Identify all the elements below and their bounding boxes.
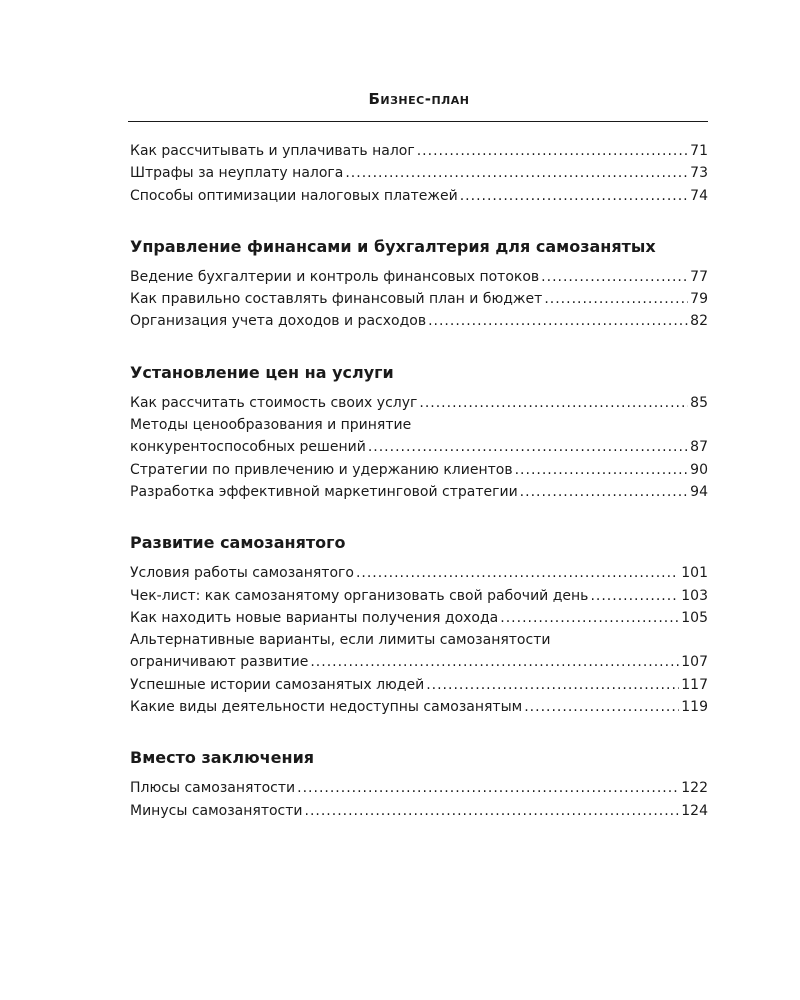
toc-entry-lead: Альтернативные варианты, если лимиты самозанятости: [130, 632, 551, 649]
dot-leader: [520, 481, 689, 503]
toc-entry: [130, 162, 708, 184]
dot-leader: [426, 674, 679, 696]
toc-entry-line: [130, 140, 708, 162]
toc-page-number: 107: [681, 654, 708, 671]
toc-entry-lead: Методы ценообразования и принятие: [130, 417, 412, 434]
toc-entry-title: Как правильно составлять финансовый план и бюджет: [130, 291, 543, 308]
toc-page-number: 71: [690, 143, 708, 159]
toc-page-number: 117: [681, 676, 708, 693]
toc-entry: [130, 607, 708, 629]
toc-section: [130, 533, 708, 718]
dot-leader: [305, 800, 680, 822]
toc-section: [130, 748, 708, 822]
toc-entry-title: ограничивают развитие: [130, 654, 309, 671]
toc-entry: [130, 459, 708, 481]
dot-leader: [368, 436, 688, 458]
dot-leader: [419, 392, 688, 414]
dot-leader: [515, 459, 689, 481]
toc-entry: [130, 414, 708, 459]
toc-section: [130, 363, 708, 503]
toc-page-number: 94: [690, 483, 708, 500]
toc-page-number: 119: [681, 699, 708, 716]
toc-page-number: 82: [690, 313, 708, 330]
dot-leader: [524, 696, 679, 718]
dot-leader: [345, 162, 688, 184]
toc-page-number: 85: [690, 394, 708, 411]
toc-page-number: 103: [681, 587, 708, 604]
section-title: Управление финансами и бухгалтерия для самозанятых: [130, 236, 656, 256]
toc-entry-line: [130, 585, 708, 607]
toc-entry: [130, 800, 708, 822]
toc-page-number: 90: [690, 461, 708, 478]
toc-page-number: 101: [681, 565, 708, 582]
dot-leader: [297, 777, 679, 799]
toc-entry: [130, 288, 708, 310]
toc-entry: [130, 629, 708, 674]
toc-entry-line: [130, 800, 708, 822]
dot-leader: [541, 266, 688, 288]
toc-page-number: 122: [681, 780, 708, 797]
toc-entry-line: [130, 436, 708, 458]
toc-entry-title: Как рассчитывать и уплачивать налог: [130, 143, 415, 159]
toc-entry: [130, 777, 708, 799]
running-head: Бизнес-план: [368, 90, 470, 108]
toc-entry-title: Как рассчитать стоимость своих услуг: [130, 394, 418, 411]
toc-page-number: 105: [681, 609, 708, 626]
toc-entry-line: [130, 674, 708, 696]
toc-entry-title: Условия работы самозанятого: [130, 565, 354, 582]
toc-entry-title: Способы оптимизации налоговых платежей: [130, 187, 458, 204]
toc-entry-title: Ведение бухгалтерии и контроль финансовых потоков: [130, 268, 540, 285]
toc-entry-line: [130, 185, 708, 207]
toc-entry-title: Как находить новые варианты получения дохода: [130, 609, 499, 626]
toc-entry: [130, 562, 708, 584]
toc-entry-line: [130, 481, 708, 503]
toc-entry-line: [130, 562, 708, 584]
toc-entry-title: Штрафы за неуплату налога: [130, 165, 344, 182]
toc-page-number: 124: [681, 802, 708, 819]
toc-entry: [130, 481, 708, 503]
toc-entry-line: [130, 459, 708, 481]
header-rule: [128, 121, 708, 122]
toc-entry-title: Плюсы самозанятости: [130, 780, 296, 797]
dot-leader: [500, 607, 679, 629]
toc-entry: [130, 185, 708, 207]
dot-leader: [417, 140, 688, 162]
table-of-contents: [130, 140, 708, 852]
toc-entry-title: конкурентоспособных решений: [130, 439, 366, 456]
toc-page-number: 77: [690, 268, 708, 285]
toc-section: [130, 237, 708, 333]
toc-entry-title: Разработка эффективной маркетинговой стратегии: [130, 483, 518, 500]
toc-entry-title: Успешные истории самозанятых людей: [130, 676, 425, 693]
toc-entry-title: Организация учета доходов и расходов: [130, 313, 427, 330]
toc-entry: [130, 266, 708, 288]
toc-entry-line: [130, 777, 708, 799]
toc-entry-line: [130, 266, 708, 288]
toc-entry-line: [130, 288, 708, 310]
toc-entry: [130, 310, 708, 332]
toc-entry-title: Чек-лист: как самозанятому организовать свой рабочий день: [130, 587, 589, 604]
dot-leader: [310, 651, 679, 673]
toc-entry-title: Какие виды деятельности недоступны самозанятым: [130, 699, 523, 716]
dot-leader: [544, 288, 688, 310]
toc-section: [130, 140, 708, 207]
dot-leader: [460, 185, 688, 207]
section-title: Развитие самозанятого: [130, 533, 346, 553]
toc-entry-line: [130, 310, 708, 332]
dot-leader: [428, 310, 688, 332]
toc-entry: [130, 674, 708, 696]
dot-leader: [590, 585, 679, 607]
toc-entry: [130, 140, 708, 162]
toc-entry: [130, 392, 708, 414]
toc-page-number: 79: [690, 291, 708, 308]
toc-page-number: 73: [690, 165, 708, 182]
toc-entry-line: [130, 162, 708, 184]
toc-entry: [130, 696, 708, 718]
toc-page-number: 87: [690, 439, 708, 456]
section-title: Вместо заключения: [130, 748, 315, 768]
section-title: Установление цен на услуги: [130, 362, 394, 382]
dot-leader: [356, 562, 679, 584]
toc-entry: [130, 585, 708, 607]
toc-entry-line: [130, 392, 708, 414]
toc-entry-title: Стратегии по привлечению и удержанию клиентов: [130, 461, 513, 478]
toc-entry-title: Минусы самозанятости: [130, 802, 303, 819]
toc-entry-line: [130, 607, 708, 629]
toc-entry-line: [130, 696, 708, 718]
toc-entry-line: [130, 651, 708, 673]
toc-page-number: 74: [690, 187, 708, 204]
